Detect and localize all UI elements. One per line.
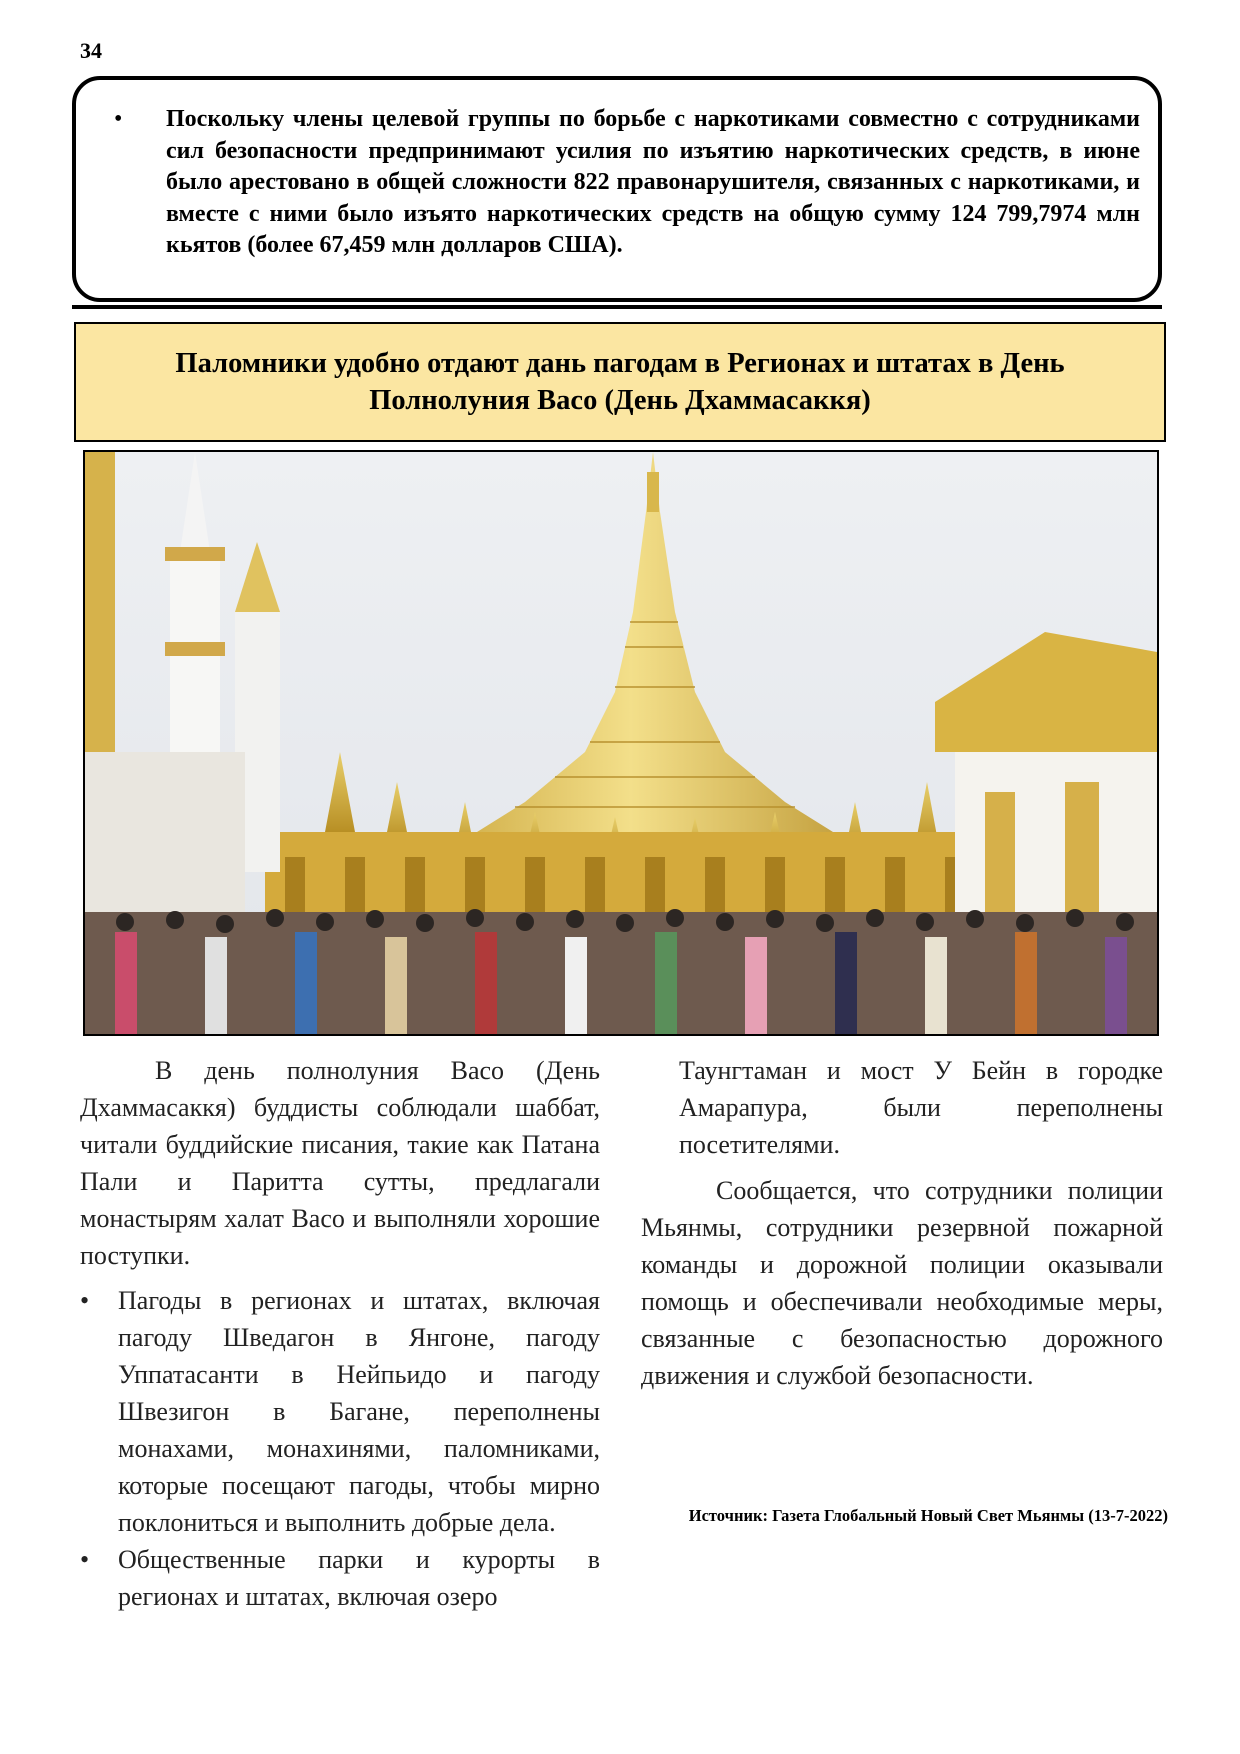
list-item (80, 1282, 600, 1541)
bullet-continuation: Таунгтаман и мост У Бейн в городке Амарапура, были переполнены посетителями. (679, 1056, 1163, 1159)
bullet-icon: • (114, 106, 123, 132)
bullet-icon: • (80, 1545, 90, 1574)
callout-text: Поскольку члены целевой группы по борьбе с наркотиками совместно с сотрудниками сил безопасности предпринимают усилия по изъятию наркотических средств, в июне было арестовано в общей сложности 822 правонарушителя, связанных с наркотиками, и вместе с ними было изъято наркотических средств на общую сумму 124 799,7974 млн кьятов (более 67,459 млн долларов США). (166, 106, 1140, 258)
bullet-text: Пагоды в регионах и штатах, включая пагоду Шведагон в Янгоне, пагоду Уппатасанти в Нейпьидо и пагоду Швезигон в Багане, переполнены монахами, монахинями, паломниками, которые посещают пагоды, чтобы мирно поклониться и выполнить добрые дела. (118, 1286, 600, 1537)
left-column (80, 1052, 600, 1615)
bullet-icon: • (80, 1286, 90, 1315)
headline-line-2: Полнолуния Васо (День Дхаммасаккя) (369, 385, 871, 416)
pagoda-illustration (85, 452, 1157, 1034)
divider-rule (72, 305, 1162, 309)
bullet-list (80, 1282, 600, 1615)
pagoda-photo (83, 450, 1159, 1036)
bullet-text: Общественные парки и курорты в регионах и штатах, включая озеро (118, 1545, 600, 1611)
intro-paragraph: В день полнолуния Васо (День Дхаммасаккя) буддисты соблюдали шаббат, читали буддийские писания, такие как Патана Пали и Паритта сутты, предлагали монастырям халат Васо и выполняли хорошие поступки. (80, 1056, 600, 1270)
callout-box (72, 76, 1162, 302)
callout-item (114, 104, 1140, 262)
page-number: 34 (80, 38, 102, 63)
right-column (641, 1052, 1163, 1394)
list-item (80, 1541, 600, 1615)
source-credit: Источник: Газета Глобальный Новый Свет Мьянмы (13-7-2022) (688, 1506, 1168, 1525)
headline (175, 345, 1064, 419)
security-paragraph: Сообщается, что сотрудники полиции Мьянмы, сотрудники резервной пожарной команды и дорожной полиции оказывали помощь и обеспечивали необходимые меры, связанные с безопасностью дорожного движения и службой безопасности. (641, 1176, 1163, 1390)
headline-line-1: Паломники удобно отдают дань пагодам в Регионах и штатах в День (175, 348, 1065, 379)
headline-box (74, 322, 1166, 442)
